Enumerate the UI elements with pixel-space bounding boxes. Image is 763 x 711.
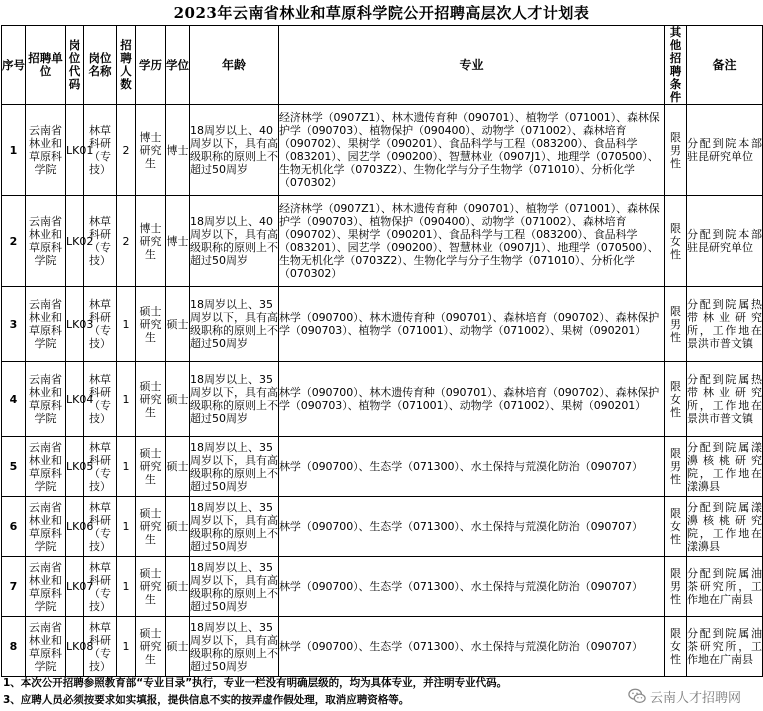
cell-code: LK03 — [66, 287, 84, 362]
cell-edu: 硕士研究生 — [136, 287, 166, 362]
cell-code: LK04 — [66, 362, 84, 437]
header-seq: 序号 — [2, 26, 26, 105]
footnote-1: 1、本次公开招聘参照教育部“专业目录”执行，专业一栏没有明确层级的，均为具体专业，并注明专业代码。 — [3, 677, 508, 689]
cell-unit: 云南省林业和草原科学院 — [26, 497, 66, 557]
cell-age: 18周岁以上、40周岁以下，具有高级职称的原则上不超过50周岁 — [190, 105, 279, 196]
cell-pname: 林草科研（专技） — [84, 362, 117, 437]
cell-major: 林学（090700）、生态学（071300）、水土保持与荒漠化防治（090707） — [279, 497, 665, 557]
cell-code: LK05 — [66, 437, 84, 497]
header-unit: 招聘单位 — [26, 26, 66, 105]
header-remark: 备注 — [687, 26, 763, 105]
cell-seq: 7 — [2, 557, 26, 617]
cell-pname: 林草科研（专技） — [84, 105, 117, 196]
cell-pname: 林草科研（专技） — [84, 497, 117, 557]
cell-other: 限女性 — [665, 196, 687, 287]
cell-unit: 云南省林业和草原科学院 — [26, 362, 66, 437]
cell-edu: 硕士研究生 — [136, 437, 166, 497]
cell-remark: 分配到院属油茶研究所，工作地在广南县 — [687, 617, 763, 677]
table-row — [2, 362, 763, 437]
cell-other: 限男性 — [665, 287, 687, 362]
cell-code: LK02 — [66, 196, 84, 287]
wechat-icon — [628, 687, 646, 705]
cell-age: 18周岁以上、40周岁以下，具有高级职称的原则上不超过50周岁 — [190, 196, 279, 287]
cell-deg: 博士 — [166, 105, 190, 196]
table-row — [2, 287, 763, 362]
cell-age: 18周岁以上、35周岁以下，具有高级职称的原则上不超过50周岁 — [190, 497, 279, 557]
cell-pname: 林草科研（专技） — [84, 287, 117, 362]
cell-age: 18周岁以上、35周岁以下，具有高级职称的原则上不超过50周岁 — [190, 437, 279, 497]
cell-deg: 硕士 — [166, 497, 190, 557]
cell-num: 1 — [117, 557, 136, 617]
cell-other: 限女性 — [665, 617, 687, 677]
cell-num: 1 — [117, 617, 136, 677]
cell-remark: 分配到院属油茶研究所，工作地在广南县 — [687, 557, 763, 617]
cell-edu: 硕士研究生 — [136, 557, 166, 617]
cell-deg: 硕士 — [166, 362, 190, 437]
cell-seq: 1 — [2, 105, 26, 196]
cell-major: 林学（090700）、生态学（071300）、水土保持与荒漠化防治（090707） — [279, 557, 665, 617]
table-row — [2, 617, 763, 677]
header-code: 岗位代码 — [66, 26, 84, 105]
header-pname: 岗位名称 — [84, 26, 117, 105]
cell-unit: 云南省林业和草原科学院 — [26, 617, 66, 677]
cell-pname: 林草科研（专技） — [84, 617, 117, 677]
header-edu: 学历 — [136, 26, 166, 105]
cell-deg: 硕士 — [166, 557, 190, 617]
cell-deg: 硕士 — [166, 437, 190, 497]
header-age: 年龄 — [190, 26, 279, 105]
table-row — [2, 105, 763, 196]
cell-seq: 3 — [2, 287, 26, 362]
table-row — [2, 557, 763, 617]
footnote-3: 3、应聘人员必须按要求如实填报，提供信息不实的按弄虚作假处理，取消应聘资格等。 — [3, 694, 410, 706]
table-row — [2, 497, 763, 557]
cell-code: LK08 — [66, 617, 84, 677]
cell-major: 林学（090700）、生态学（071300）、水土保持与荒漠化防治（090707） — [279, 617, 665, 677]
cell-seq: 6 — [2, 497, 26, 557]
cell-seq: 8 — [2, 617, 26, 677]
cell-edu: 硕士研究生 — [136, 362, 166, 437]
cell-remark: 分配到院属热带林业研究所，工作地在景洪市普文镇 — [687, 362, 763, 437]
page-title: 2023年云南省林业和草原科学院公开招聘高层次人才计划表 — [173, 4, 590, 22]
cell-num: 1 — [117, 362, 136, 437]
cell-edu: 博士研究生 — [136, 196, 166, 287]
cell-other: 限男性 — [665, 557, 687, 617]
cell-unit: 云南省林业和草原科学院 — [26, 287, 66, 362]
cell-pname: 林草科研（专技） — [84, 437, 117, 497]
cell-major: 经济林学（0907Z1）、林木遗传育种（090701）、植物学（071001）、森林保护学（090703）、植物保护（090400）、动物学（071002）、森林培育（090702）、果树学（090201）、食品科学与工程（083200）、食品科学（083201）、园艺学（090200）、智慧林业（0907J1）、地理学（070500）、生物无机化学（0703Z2）、生物化学与分子生物学（071010）、分析化学（070302） — [279, 196, 665, 287]
header-num: 招聘人数 — [117, 26, 136, 105]
cell-code: LK07 — [66, 557, 84, 617]
cell-age: 18周岁以上、35周岁以下，具有高级职称的原则上不超过50周岁 — [190, 362, 279, 437]
cell-remark: 分配到院属热带林业研究所，工作地在景洪市普文镇 — [687, 287, 763, 362]
header-deg: 学位 — [166, 26, 190, 105]
cell-code: LK01 — [66, 105, 84, 196]
cell-num: 1 — [117, 287, 136, 362]
cell-seq: 4 — [2, 362, 26, 437]
cell-deg: 硕士 — [166, 287, 190, 362]
cell-age: 18周岁以上、35周岁以下，具有高级职称的原则上不超过50周岁 — [190, 617, 279, 677]
cell-num: 1 — [117, 497, 136, 557]
cell-num: 1 — [117, 437, 136, 497]
cell-other: 限女性 — [665, 497, 687, 557]
cell-seq: 5 — [2, 437, 26, 497]
header-row — [2, 26, 763, 105]
cell-other: 限女性 — [665, 362, 687, 437]
cell-deg: 硕士 — [166, 617, 190, 677]
watermark-text: 云南人才招聘网 — [650, 690, 742, 706]
cell-remark: 分配到院属漾濞核桃研究院，工作地在漾濞县 — [687, 437, 763, 497]
header-major: 专业 — [279, 26, 665, 105]
cell-num: 2 — [117, 105, 136, 196]
cell-edu: 博士研究生 — [136, 105, 166, 196]
cell-other: 限男性 — [665, 437, 687, 497]
cell-unit: 云南省林业和草原科学院 — [26, 196, 66, 287]
cell-pname: 林草科研（专技） — [84, 557, 117, 617]
cell-unit: 云南省林业和草原科学院 — [26, 557, 66, 617]
cell-unit: 云南省林业和草原科学院 — [26, 105, 66, 196]
cell-major: 林学（090700）、林木遗传育种（090701）、森林培育（090702）、森林保护学（090703）、植物学（071001）、动物学（071002）、果树（090201） — [279, 362, 665, 437]
table-row — [2, 196, 763, 287]
cell-age: 18周岁以上、35周岁以下，具有高级职称的原则上不超过50周岁 — [190, 287, 279, 362]
cell-deg: 博士 — [166, 196, 190, 287]
cell-major: 林学（090700）、生态学（071300）、水土保持与荒漠化防治（090707） — [279, 437, 665, 497]
cell-major: 林学（090700）、林木遗传育种（090701）、森林培育（090702）、森林保护学（090703）、植物学（071001）、动物学（071002）、果树（090201） — [279, 287, 665, 362]
header-other: 其他招聘条件 — [665, 26, 687, 105]
cell-code: LK06 — [66, 497, 84, 557]
cell-major: 经济林学（0907Z1）、林木遗传育种（090701）、植物学（071001）、森林保护学（090703）、植物保护（090400）、动物学（071002）、森林培育（090702）、果树学（090201）、食品科学与工程（083200）、食品科学（083201）、园艺学（090200）、智慧林业（0907J1）、地理学（070500）、生物无机化学（0703Z2）、生物化学与分子生物学（071010）、分析化学（070302） — [279, 105, 665, 196]
cell-age: 18周岁以上、35周岁以下，具有高级职称的原则上不超过50周岁 — [190, 557, 279, 617]
cell-edu: 硕士研究生 — [136, 497, 166, 557]
recruitment-table — [1, 25, 763, 677]
table-row — [2, 437, 763, 497]
cell-remark: 分配到院本部驻昆研究单位 — [687, 196, 763, 287]
cell-pname: 林草科研（专技） — [84, 196, 117, 287]
cell-remark: 分配到院属漾濞核桃研究院，工作地在漾濞县 — [687, 497, 763, 557]
cell-other: 限男性 — [665, 105, 687, 196]
cell-edu: 硕士研究生 — [136, 617, 166, 677]
watermark — [624, 686, 745, 706]
cell-num: 2 — [117, 196, 136, 287]
cell-seq: 2 — [2, 196, 26, 287]
cell-remark: 分配到院本部驻昆研究单位 — [687, 105, 763, 196]
cell-unit: 云南省林业和草原科学院 — [26, 437, 66, 497]
